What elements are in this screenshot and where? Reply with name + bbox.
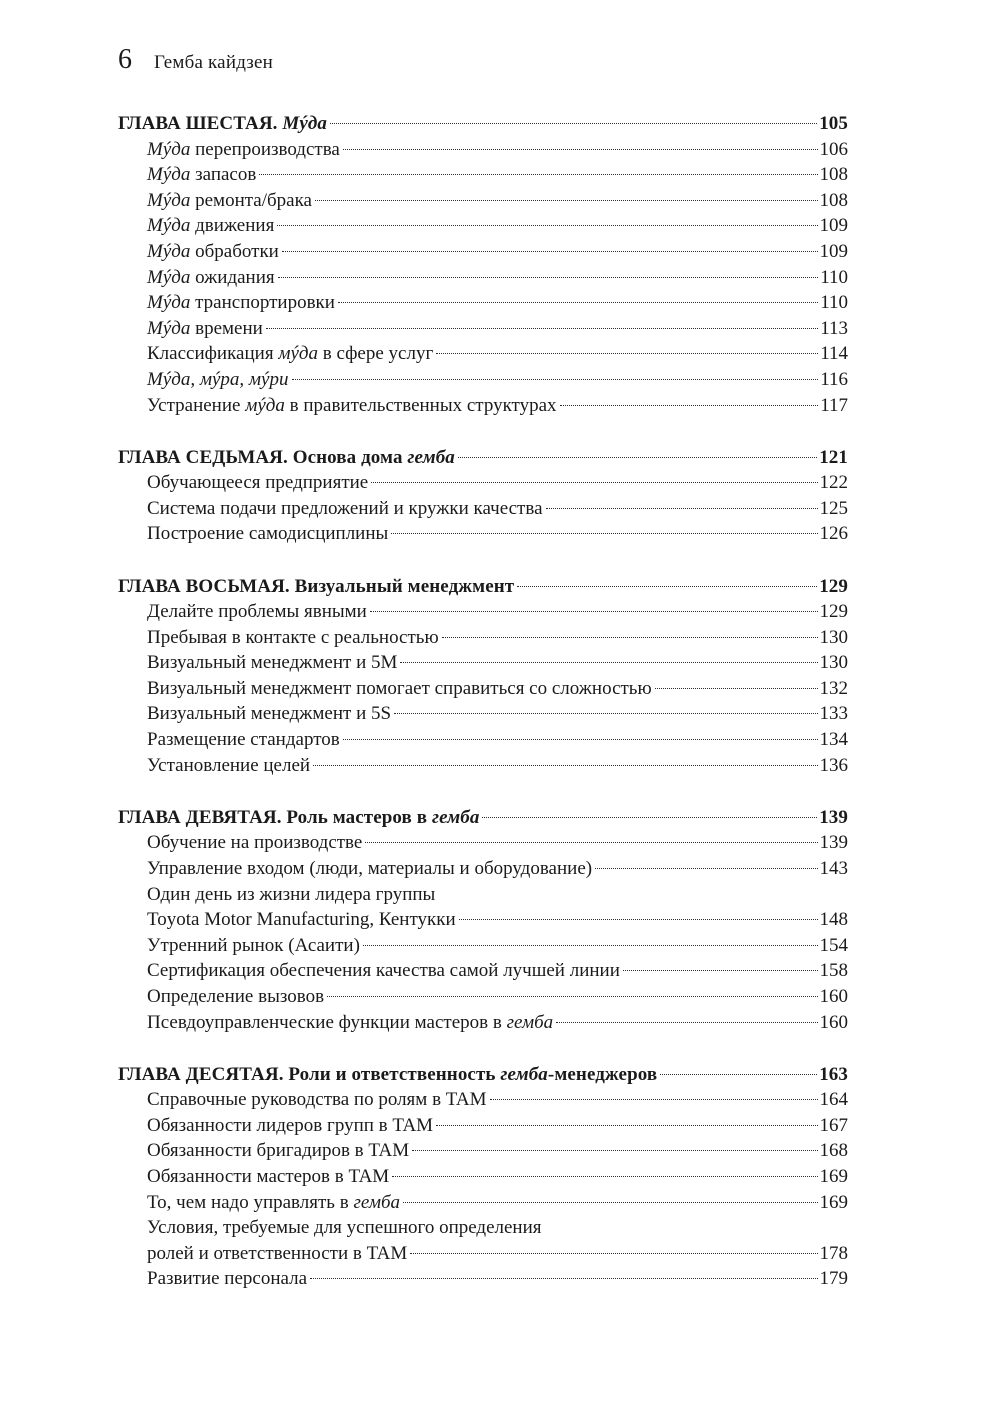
entry-title xyxy=(147,496,543,522)
dot-leader xyxy=(313,765,817,766)
dot-leader xyxy=(546,508,818,509)
title-segment: Toyota Motor Manufacturing, Кентукки xyxy=(147,909,456,931)
title-segment: Мýда, мýра, мýри xyxy=(147,368,289,390)
dot-leader xyxy=(282,251,818,252)
title-segment: Классификация xyxy=(147,343,279,365)
entry-title xyxy=(147,162,256,188)
title-segment: ГЛАВА ДЕВЯТАЯ. Роль мастеров в xyxy=(118,806,432,828)
page-ref: 108 xyxy=(819,189,848,211)
page-ref: 109 xyxy=(819,240,848,262)
running-title: Гемба кайдзен xyxy=(154,52,273,73)
page-ref: 106 xyxy=(819,138,848,160)
entry-title xyxy=(147,265,275,291)
page-ref: 108 xyxy=(819,164,848,186)
dot-leader xyxy=(278,277,819,278)
toc-entry[interactable] xyxy=(118,1164,848,1190)
chapter-heading[interactable] xyxy=(118,445,848,471)
title-segment: Утренний рынок (Асаити) xyxy=(147,934,360,956)
dot-leader xyxy=(315,200,818,201)
title-segment: гемба xyxy=(431,806,480,828)
toc-entry[interactable] xyxy=(118,907,848,933)
toc-entry[interactable] xyxy=(118,496,848,522)
title-segment: ГЛАВА ДЕСЯТАЯ. Роли и ответственность xyxy=(118,1063,501,1085)
dot-leader xyxy=(458,457,817,458)
entry-title xyxy=(147,727,340,753)
dot-leader xyxy=(436,1125,817,1126)
title-segment: ролей и ответственности в TAM xyxy=(147,1242,408,1264)
entry-title xyxy=(147,1164,389,1190)
toc-entry[interactable] xyxy=(118,753,848,779)
toc-entry[interactable] xyxy=(118,188,848,214)
page-ref: 136 xyxy=(819,754,848,776)
page-ref: 179 xyxy=(819,1268,848,1290)
entry-title xyxy=(147,650,397,676)
chapter-block xyxy=(118,805,848,1035)
title-segment: Управление входом (люди, материалы и оборудование) xyxy=(147,857,593,879)
page-ref: 114 xyxy=(820,343,848,365)
toc-entry[interactable] xyxy=(118,239,848,265)
dot-leader xyxy=(660,1074,817,1075)
entry-title xyxy=(147,856,592,882)
title-segment: Обучение на производстве xyxy=(147,832,363,854)
page-ref: 126 xyxy=(819,523,848,545)
chapter-title xyxy=(118,574,514,600)
toc-entry[interactable] xyxy=(118,856,848,882)
entry-title xyxy=(147,984,324,1010)
page-ref: 139 xyxy=(819,806,848,828)
entry-title xyxy=(147,958,620,984)
title-segment: Обязанности лидеров групп в TAM xyxy=(147,1114,434,1136)
toc-entry[interactable] xyxy=(118,316,848,342)
entry-title xyxy=(147,1138,409,1164)
chapter-title xyxy=(118,1062,657,1088)
page-ref: 164 xyxy=(819,1089,848,1111)
title-segment: Определение вызовов xyxy=(147,985,325,1007)
page-ref: 110 xyxy=(820,266,848,288)
dot-leader xyxy=(392,1176,817,1177)
page-ref: 169 xyxy=(819,1165,848,1187)
page-ref: 134 xyxy=(819,729,848,751)
title-segment: мýда xyxy=(245,394,285,416)
dot-leader xyxy=(292,379,819,380)
page-ref: 154 xyxy=(819,934,848,956)
title-segment: в сфере услуг xyxy=(317,343,434,365)
dot-leader xyxy=(410,1253,817,1254)
toc-entry[interactable] xyxy=(118,137,848,163)
chapter-heading[interactable] xyxy=(118,111,848,137)
entry-title xyxy=(147,701,391,727)
dot-leader xyxy=(266,328,818,329)
title-segment: ремонта/брака xyxy=(190,189,312,211)
title-segment: Пребывая в контакте с реальностью xyxy=(147,626,439,648)
title-segment: Мýда xyxy=(147,189,191,211)
entry-title xyxy=(147,188,312,214)
title-segment: Развитие персонала xyxy=(147,1268,308,1290)
entry-title xyxy=(147,341,433,367)
table-of-contents xyxy=(118,111,848,1318)
entry-title xyxy=(147,1113,433,1139)
title-segment: Визуальный менеджмент и 5S xyxy=(147,703,392,725)
title-segment: Мýда xyxy=(147,317,191,339)
title-segment: Справочные руководства по ролям в TAM xyxy=(147,1089,487,1111)
dot-leader xyxy=(442,637,818,638)
dot-leader xyxy=(363,945,818,946)
page-ref: 160 xyxy=(819,1011,848,1033)
title-segment: запасов xyxy=(190,164,257,186)
page-ref: 168 xyxy=(819,1140,848,1162)
dot-leader xyxy=(343,149,818,150)
page-ref: 116 xyxy=(820,368,848,390)
entry-title xyxy=(147,1215,542,1241)
dot-leader xyxy=(371,482,817,483)
dot-leader xyxy=(623,970,818,971)
page-ref: 132 xyxy=(819,677,848,699)
toc-entry[interactable] xyxy=(118,933,848,959)
title-segment: движения xyxy=(190,215,275,237)
title-segment: Система подачи предложений и кружки качества xyxy=(147,497,543,519)
entry-title xyxy=(147,1087,487,1113)
toc-entry[interactable] xyxy=(118,676,848,702)
entry-title xyxy=(147,599,367,625)
dot-leader xyxy=(365,842,817,843)
title-segment: -менеджеров xyxy=(547,1063,658,1085)
title-segment: Мýда xyxy=(147,164,191,186)
page-ref: 160 xyxy=(819,985,848,1007)
toc-entry[interactable] xyxy=(118,265,848,291)
title-segment: в правительственных структурах xyxy=(284,394,557,416)
dot-leader xyxy=(327,996,817,997)
toc-entry[interactable] xyxy=(118,1266,848,1292)
title-segment: То, чем надо управлять в xyxy=(147,1191,354,1213)
page-ref: 129 xyxy=(819,601,848,623)
dot-leader xyxy=(403,1202,817,1203)
title-segment: ГЛАВА СЕДЬМАЯ. Основа дома xyxy=(118,446,408,468)
entry-title xyxy=(147,907,456,933)
entry-title xyxy=(147,1266,307,1292)
entry-title xyxy=(147,676,652,702)
dot-leader xyxy=(277,225,817,226)
title-segment: Один день из жизни лидера группы xyxy=(147,883,436,905)
page-ref: 125 xyxy=(819,497,848,519)
title-segment: Визуальный менеджмент и 5М xyxy=(147,652,398,674)
entry-title xyxy=(147,625,439,651)
page-ref: 121 xyxy=(819,446,848,468)
page-ref: 129 xyxy=(819,575,848,597)
page-ref: 105 xyxy=(819,113,848,134)
entry-title xyxy=(147,137,340,163)
dot-leader xyxy=(436,353,818,354)
dot-leader xyxy=(517,586,817,587)
entry-title xyxy=(147,933,360,959)
toc-entry[interactable] xyxy=(118,1138,848,1164)
title-segment: гемба xyxy=(353,1191,401,1213)
dot-leader xyxy=(310,1278,817,1279)
dot-leader xyxy=(338,302,818,303)
running-header xyxy=(118,44,273,76)
title-segment: Визуальный менеджмент помогает справиться со сложностью xyxy=(147,677,652,699)
title-segment: гемба xyxy=(500,1063,548,1085)
title-segment: Обязанности мастеров в TAM xyxy=(147,1165,390,1187)
toc-entry[interactable] xyxy=(118,213,848,239)
entry-title xyxy=(147,290,335,316)
dot-leader xyxy=(595,868,817,869)
title-segment: Обучающееся предприятие xyxy=(147,472,369,494)
toc-entry[interactable] xyxy=(118,470,848,496)
toc-entry[interactable] xyxy=(118,1010,848,1036)
toc-entry[interactable] xyxy=(118,1215,848,1241)
chapter-heading[interactable] xyxy=(118,1062,848,1088)
page-ref: 122 xyxy=(819,472,848,494)
page-ref: 130 xyxy=(819,626,848,648)
page-ref: 163 xyxy=(819,1063,848,1085)
title-segment: Условия, требуемые для успешного определения xyxy=(147,1217,542,1239)
title-segment: Установление целей xyxy=(147,754,311,776)
title-segment: Мýда xyxy=(147,266,191,288)
toc-entry[interactable] xyxy=(118,958,848,984)
entry-title xyxy=(147,1190,400,1216)
toc-entry[interactable] xyxy=(118,162,848,188)
toc-entry[interactable] xyxy=(118,1190,848,1216)
toc-entry[interactable] xyxy=(118,830,848,856)
entry-title xyxy=(147,367,289,393)
toc-entry[interactable] xyxy=(118,727,848,753)
chapter-heading[interactable] xyxy=(118,574,848,600)
dot-leader xyxy=(370,611,818,612)
entry-title xyxy=(147,1241,407,1267)
toc-entry[interactable] xyxy=(118,625,848,651)
toc-entry[interactable] xyxy=(118,599,848,625)
toc-entry[interactable] xyxy=(118,701,848,727)
dot-leader xyxy=(330,123,817,124)
dot-leader xyxy=(391,533,817,534)
title-segment: Мýда xyxy=(147,138,191,160)
dot-leader xyxy=(482,817,817,818)
title-segment: мýда xyxy=(278,343,318,365)
dot-leader xyxy=(490,1099,818,1100)
dot-leader xyxy=(343,739,818,740)
entry-title xyxy=(147,239,279,265)
chapter-heading[interactable] xyxy=(118,805,848,831)
entry-title xyxy=(147,882,435,908)
title-segment: обработки xyxy=(190,240,279,262)
title-segment: Обязанности бригадиров в TAM xyxy=(147,1140,410,1162)
title-segment: гемба xyxy=(407,446,455,468)
title-segment: ГЛАВА ШЕСТАЯ. xyxy=(118,113,283,134)
toc-entry[interactable] xyxy=(118,367,848,393)
entry-title xyxy=(147,470,368,496)
toc-entry[interactable] xyxy=(118,882,848,908)
title-segment: Мýда xyxy=(282,113,328,134)
page-ref: 110 xyxy=(820,292,848,314)
dot-leader xyxy=(556,1022,817,1023)
title-segment: Сертификация обеспечения качества самой лучшей линии xyxy=(147,960,620,982)
title-segment: Псевдоуправленческие функции мастеров в xyxy=(147,1011,507,1033)
title-segment: гемба xyxy=(506,1011,554,1033)
toc-entry[interactable] xyxy=(118,290,848,316)
toc-entry[interactable] xyxy=(118,984,848,1010)
title-segment: Мýда xyxy=(147,215,191,237)
chapter-block xyxy=(118,445,848,547)
title-segment: Устранение xyxy=(147,394,246,416)
page-ref: 109 xyxy=(819,215,848,237)
entry-title xyxy=(147,213,274,239)
dot-leader xyxy=(655,688,818,689)
chapter-title xyxy=(118,111,327,137)
title-segment: Делайте проблемы явными xyxy=(147,601,367,623)
entry-title xyxy=(147,521,388,547)
toc-entry[interactable] xyxy=(118,1241,848,1267)
chapter-block xyxy=(118,111,848,418)
page-ref: 167 xyxy=(819,1114,848,1136)
title-segment: ожидания xyxy=(190,266,275,288)
chapter-title xyxy=(118,805,479,831)
page-ref: 148 xyxy=(819,909,848,931)
title-segment: ГЛАВА ВОСЬМАЯ. Визуальный менеджмент xyxy=(118,575,515,597)
dot-leader xyxy=(394,713,817,714)
toc-entry[interactable] xyxy=(118,341,848,367)
title-segment: перепроизводства xyxy=(190,138,340,160)
chapter-block xyxy=(118,1062,848,1292)
title-segment: времени xyxy=(190,317,263,339)
page-ref: 169 xyxy=(819,1191,848,1213)
page-ref: 178 xyxy=(819,1242,848,1264)
toc-entry[interactable] xyxy=(118,1087,848,1113)
toc-entry[interactable] xyxy=(118,521,848,547)
entry-title xyxy=(147,830,362,856)
toc-entry[interactable] xyxy=(118,393,848,419)
entry-title xyxy=(147,1010,553,1036)
page-ref: 139 xyxy=(819,832,848,854)
page-ref: 113 xyxy=(820,317,848,339)
page-ref: 117 xyxy=(820,394,848,416)
page-ref: 133 xyxy=(819,703,848,725)
toc-entry[interactable] xyxy=(118,650,848,676)
page-number: 6 xyxy=(118,44,132,75)
dot-leader xyxy=(259,174,817,175)
title-segment: транспортировки xyxy=(190,292,335,314)
page-ref: 143 xyxy=(819,857,848,879)
page-ref: 130 xyxy=(819,652,848,674)
dot-leader xyxy=(412,1150,817,1151)
page-ref: 158 xyxy=(819,960,848,982)
title-segment: Построение самодисциплины xyxy=(147,523,389,545)
dot-leader xyxy=(400,662,817,663)
entry-title xyxy=(147,393,557,419)
entry-title xyxy=(147,753,310,779)
chapter-title xyxy=(118,445,455,471)
title-segment: Мýда xyxy=(147,292,191,314)
title-segment: Размещение стандартов xyxy=(147,729,340,751)
toc-entry[interactable] xyxy=(118,1113,848,1139)
dot-leader xyxy=(560,405,819,406)
title-segment: Мýда xyxy=(147,240,191,262)
dot-leader xyxy=(459,919,818,920)
entry-title xyxy=(147,316,263,342)
chapter-block xyxy=(118,574,848,779)
